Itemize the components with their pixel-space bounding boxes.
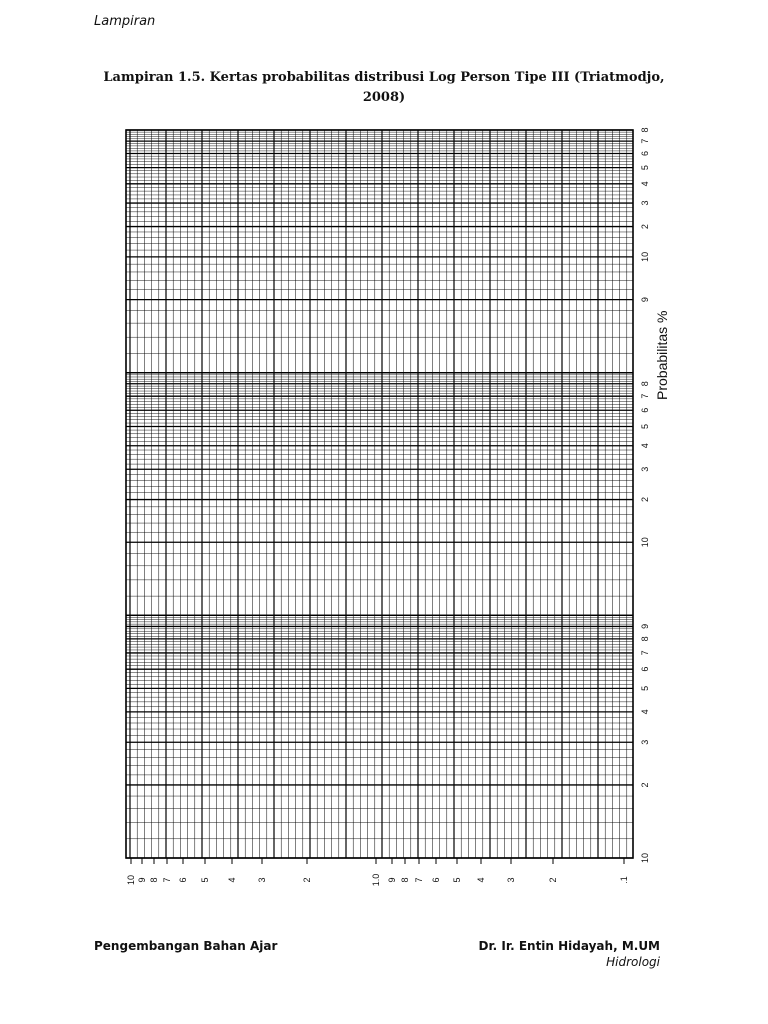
y-tick-label: 8 [640,636,650,642]
x-tick-label: 5 [452,877,462,883]
running-header: Lampiran [94,14,156,29]
x-tick-label: 9 [137,877,147,883]
x-tick-label: 2 [302,877,312,883]
y-tick-label: 10 [640,537,650,548]
y-tick-label: 2 [640,782,650,788]
y-tick-label: 7 [640,650,650,656]
x-tick-label: 7 [162,877,172,883]
y-tick-label: 8 [640,127,650,133]
footer-author: Dr. Ir. Entin Hidayah, M.UM [478,939,660,953]
y-tick-label: 5 [640,165,650,171]
y-tick-labels [640,127,650,863]
y-tick-label: 10 [640,852,650,864]
x-tick-label: 8 [400,877,410,883]
x-tick-label: 1.0 [371,873,381,887]
y-tick-label: 4 [640,443,650,449]
y-tick-label: 6 [640,407,650,413]
x-tick-label: 4 [227,877,237,883]
x-tick-label: 9 [387,877,397,883]
x-tick-label: 7 [414,877,424,883]
x-tick-label: 3 [506,877,516,883]
x-tick-labels [126,858,629,886]
y-tick-label: 9 [640,297,650,303]
x-tick-label: 6 [178,877,188,883]
x-tick-label: 6 [431,877,441,883]
x-tick-label: 8 [149,877,159,883]
y-tick-label: 8 [640,381,650,387]
y-tick-label: 3 [640,739,650,745]
y-tick-label: 2 [640,497,650,503]
footer-subject: Hidrologi [606,955,660,969]
y-tick-label: 3 [640,200,650,206]
y-tick-label: 7 [640,138,650,144]
x-tick-label: 3 [257,877,267,883]
y-tick-label: 5 [640,423,650,430]
y-tick-label: 9 [640,623,650,629]
x-tick-label: 5 [200,877,210,883]
y-axis-label: Probabilitas % [654,310,670,400]
y-tick-label: 6 [640,151,650,157]
vertical-grid-lines [130,130,627,858]
y-tick-label: 2 [640,224,650,230]
y-tick-label: 10 [640,251,650,262]
x-tick-label: 2 [548,877,558,883]
y-tick-label: 7 [640,393,650,399]
x-tick-label: 10 [126,874,136,886]
x-tick-label: .1 [619,876,629,884]
y-tick-label: 4 [640,181,650,187]
title-line-1: Lampiran 1.5. Kertas probabilitas distribusi Log Person Tipe III (Triatmodjo, [103,70,665,85]
y-tick-label: 5 [640,685,650,691]
y-tick-label: 4 [640,709,650,715]
x-tick-label: 4 [476,877,486,883]
title-line-2: 2008) [362,90,406,105]
y-tick-label: 3 [640,466,650,472]
y-tick-label: 6 [640,666,650,672]
footer-left: Pengembangan Bahan Ajar [94,939,278,953]
